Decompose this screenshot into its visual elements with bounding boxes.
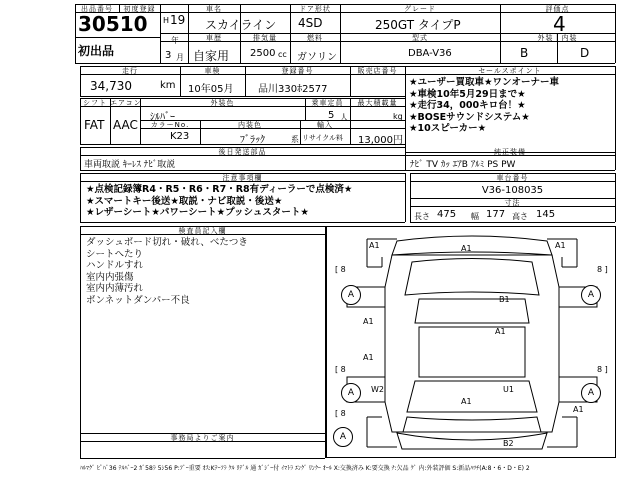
plate-number: 品川330ﾎ2577	[258, 84, 328, 95]
note-line: ★点検記録簿R4・R5・R6・R7・R8有ディーラーで点検済★	[86, 184, 353, 195]
office-label: 事務局よりご案内	[170, 434, 235, 442]
length-label: 長さ	[414, 212, 430, 221]
displacement-label: 排気量	[253, 34, 277, 42]
ext-score: B	[520, 46, 529, 60]
grade: 250GT タイプP	[375, 18, 461, 32]
car-name-label: 車名	[206, 5, 222, 13]
inspector-line: ダッシュボード切れ・破れ、べたつき	[86, 237, 248, 248]
first-reg-label: 初度登録	[123, 5, 156, 13]
damage-mark: A1	[555, 241, 566, 250]
note-line: ★スマートキー後送★取説・ナビ取説・後送★	[86, 195, 283, 207]
width: 177	[486, 209, 506, 220]
damage-mark: A1	[369, 241, 380, 250]
damage-mark: U1	[503, 385, 514, 394]
capacity-label: 乗車定員	[311, 99, 344, 107]
inspection-date: 10年05月	[188, 84, 234, 95]
notes-lines	[86, 184, 352, 219]
damage-mark: A1	[495, 327, 506, 336]
damage-mark: W2	[371, 385, 384, 394]
score-label: 評価点	[545, 5, 570, 13]
tire-mark: [ 8	[335, 365, 346, 374]
wheel-front-right: A	[581, 285, 601, 305]
height-label: 高さ	[512, 212, 528, 221]
grade-label: グレード	[404, 5, 436, 13]
lot-number: 30510	[78, 12, 148, 36]
damage-mark: A1	[363, 353, 374, 362]
dealer-label: 販売店番号	[357, 67, 398, 75]
sales-point: ★車検10年5月29日まで★	[409, 88, 526, 100]
damage-mark: A1	[461, 397, 472, 406]
month-unit: 月	[176, 53, 184, 62]
lot-label: 出品番号	[81, 5, 113, 13]
width-label: 幅	[471, 212, 479, 221]
year-unit: 年	[171, 36, 179, 45]
wheel-rear-right: A	[581, 383, 601, 403]
damage-diagram	[326, 226, 616, 458]
usage: 自家用	[193, 49, 230, 63]
door-label: ドア形状	[299, 5, 331, 13]
tire-mark: [ 8	[335, 265, 346, 274]
wheel-front-left: A	[341, 285, 361, 305]
sales-label: セールスポイント	[478, 67, 542, 75]
tire-mark: [ 8	[335, 409, 346, 418]
ext-color-label: 外装色	[210, 99, 235, 107]
wheel-rear-left: A	[341, 383, 361, 403]
chassis-number: V36-108035	[481, 185, 544, 196]
rear-parts: 車両取説 ｷｰﾚｽ ﾅﾋﾞ取説	[84, 160, 176, 170]
mileage: 34,730	[90, 79, 132, 93]
mileage-label: 走行	[122, 67, 138, 75]
load-unit: kg	[393, 112, 403, 121]
import-label: 輸入	[317, 121, 333, 129]
color-no-label: カラーNo.	[150, 121, 190, 129]
tire-mark: 8 ]	[597, 265, 608, 274]
door-type: 4SD	[298, 16, 323, 30]
damage-mark: A1	[363, 317, 374, 326]
damage-mark: A1	[573, 405, 584, 414]
inspector-label: 検査員記入欄	[178, 227, 227, 235]
height: 145	[536, 209, 556, 220]
ext-int-label: 外装｜内装	[537, 34, 578, 42]
tire-mark: 8 ]	[597, 365, 608, 374]
reg-year: 19	[170, 13, 186, 27]
length: 475	[437, 209, 457, 220]
car-outline	[327, 227, 617, 459]
dims-label: 寸法	[504, 199, 521, 207]
era: H	[163, 16, 170, 25]
equipment: ﾅﾋﾞ TV ｶｯ ｴｱB ｱﾙﾐ PS PW	[410, 160, 516, 170]
equip-label: 純正装備	[494, 148, 526, 156]
note-line: ★レザーシート★パワーシート★プッシュスタート★	[86, 207, 309, 218]
recycle-label: リサイクル料	[302, 134, 344, 142]
km-unit: km	[160, 80, 176, 91]
usage-label: 車歴	[206, 34, 222, 42]
ext-color: ｼﾙﾊﾞｰ	[150, 112, 175, 123]
int-color-label: 内装色	[238, 121, 262, 129]
cc-unit: cc	[278, 50, 287, 59]
fuel-label: 燃料	[307, 34, 323, 42]
sales-points	[409, 77, 613, 135]
load-label: 最大積載量	[357, 99, 398, 107]
inspector-line: シートへたり	[86, 248, 144, 260]
recycle-value: 13,000円	[358, 135, 403, 146]
model-code: DBA-V36	[408, 48, 452, 59]
shift-label: シフト	[83, 99, 107, 107]
displacement: 2500	[250, 48, 276, 59]
fuel: ガソリン	[297, 52, 337, 63]
reg-month: 3	[165, 50, 172, 61]
model-label: 型式	[412, 34, 428, 42]
inspector-lines	[86, 237, 248, 306]
inspection-label: 車検	[204, 67, 221, 75]
rear-parts-label: 後日発送部品	[218, 148, 267, 156]
score: 4	[553, 12, 566, 36]
inspector-line: ハンドルすれ	[86, 260, 144, 271]
chassis-label: 車台番号	[496, 174, 529, 182]
capacity: 5	[328, 110, 335, 121]
sales-point: ★ユーザー買取車★ワンオーナー車	[409, 77, 560, 88]
inspector-line: ボンネットダンパー不良	[86, 294, 190, 306]
aircon: AAC	[113, 118, 138, 132]
inspector-line: 室内内薄汚れ	[86, 283, 144, 294]
car-name: スカイライン	[205, 18, 277, 32]
capacity-unit: 人	[340, 113, 348, 122]
damage-mark: A1	[461, 244, 472, 253]
int-color-suffix: 系	[291, 135, 299, 144]
shift: FAT	[84, 118, 105, 132]
aircon-label: エアコン	[110, 99, 142, 107]
notes-label: 注意事項欄	[222, 174, 263, 182]
color-no: K23	[170, 131, 190, 142]
footer-legend: ﾊﾙﾏｸﾞ ﾋﾟﾊﾞ36 ﾃﾙﾊﾞｰ2 ｶﾞ58ﾗ 5ｼ56 P:ﾌﾞｰ重要 ｵｽ:Kﾃｰﾌﾗ ｸﾙ ﾘﾃﾞﾙ 通 ｶﾞｼﾞｰ付 ｲﾏﾄﾗ ｴﾝｸﾞ ﾘﾝｸｰ ｵｰﾙ X:交換済み K:要交換 ﾅ:欠品 ｸﾞ 内:外装評価 S:新品ﾊﾂﾁ(A:8・6・D・E) 2	[80, 465, 530, 472]
sales-point: ★BOSEサウンドシステム★	[409, 111, 530, 123]
listing-type: 初出品	[78, 44, 115, 58]
damage-mark: B1	[499, 295, 510, 304]
damage-mark: B2	[503, 439, 514, 448]
int-color: ﾌﾞﾗｯｸ	[240, 135, 265, 146]
int-score: D	[580, 46, 590, 60]
sales-point: ★走行34，000キロ台！★	[409, 100, 526, 111]
plate-label: 登録番号	[281, 67, 314, 75]
inspector-line: 室内内張傷	[86, 271, 134, 283]
sales-point: ★10スピーカー★	[409, 123, 487, 134]
wheel-spare: A	[333, 427, 353, 447]
